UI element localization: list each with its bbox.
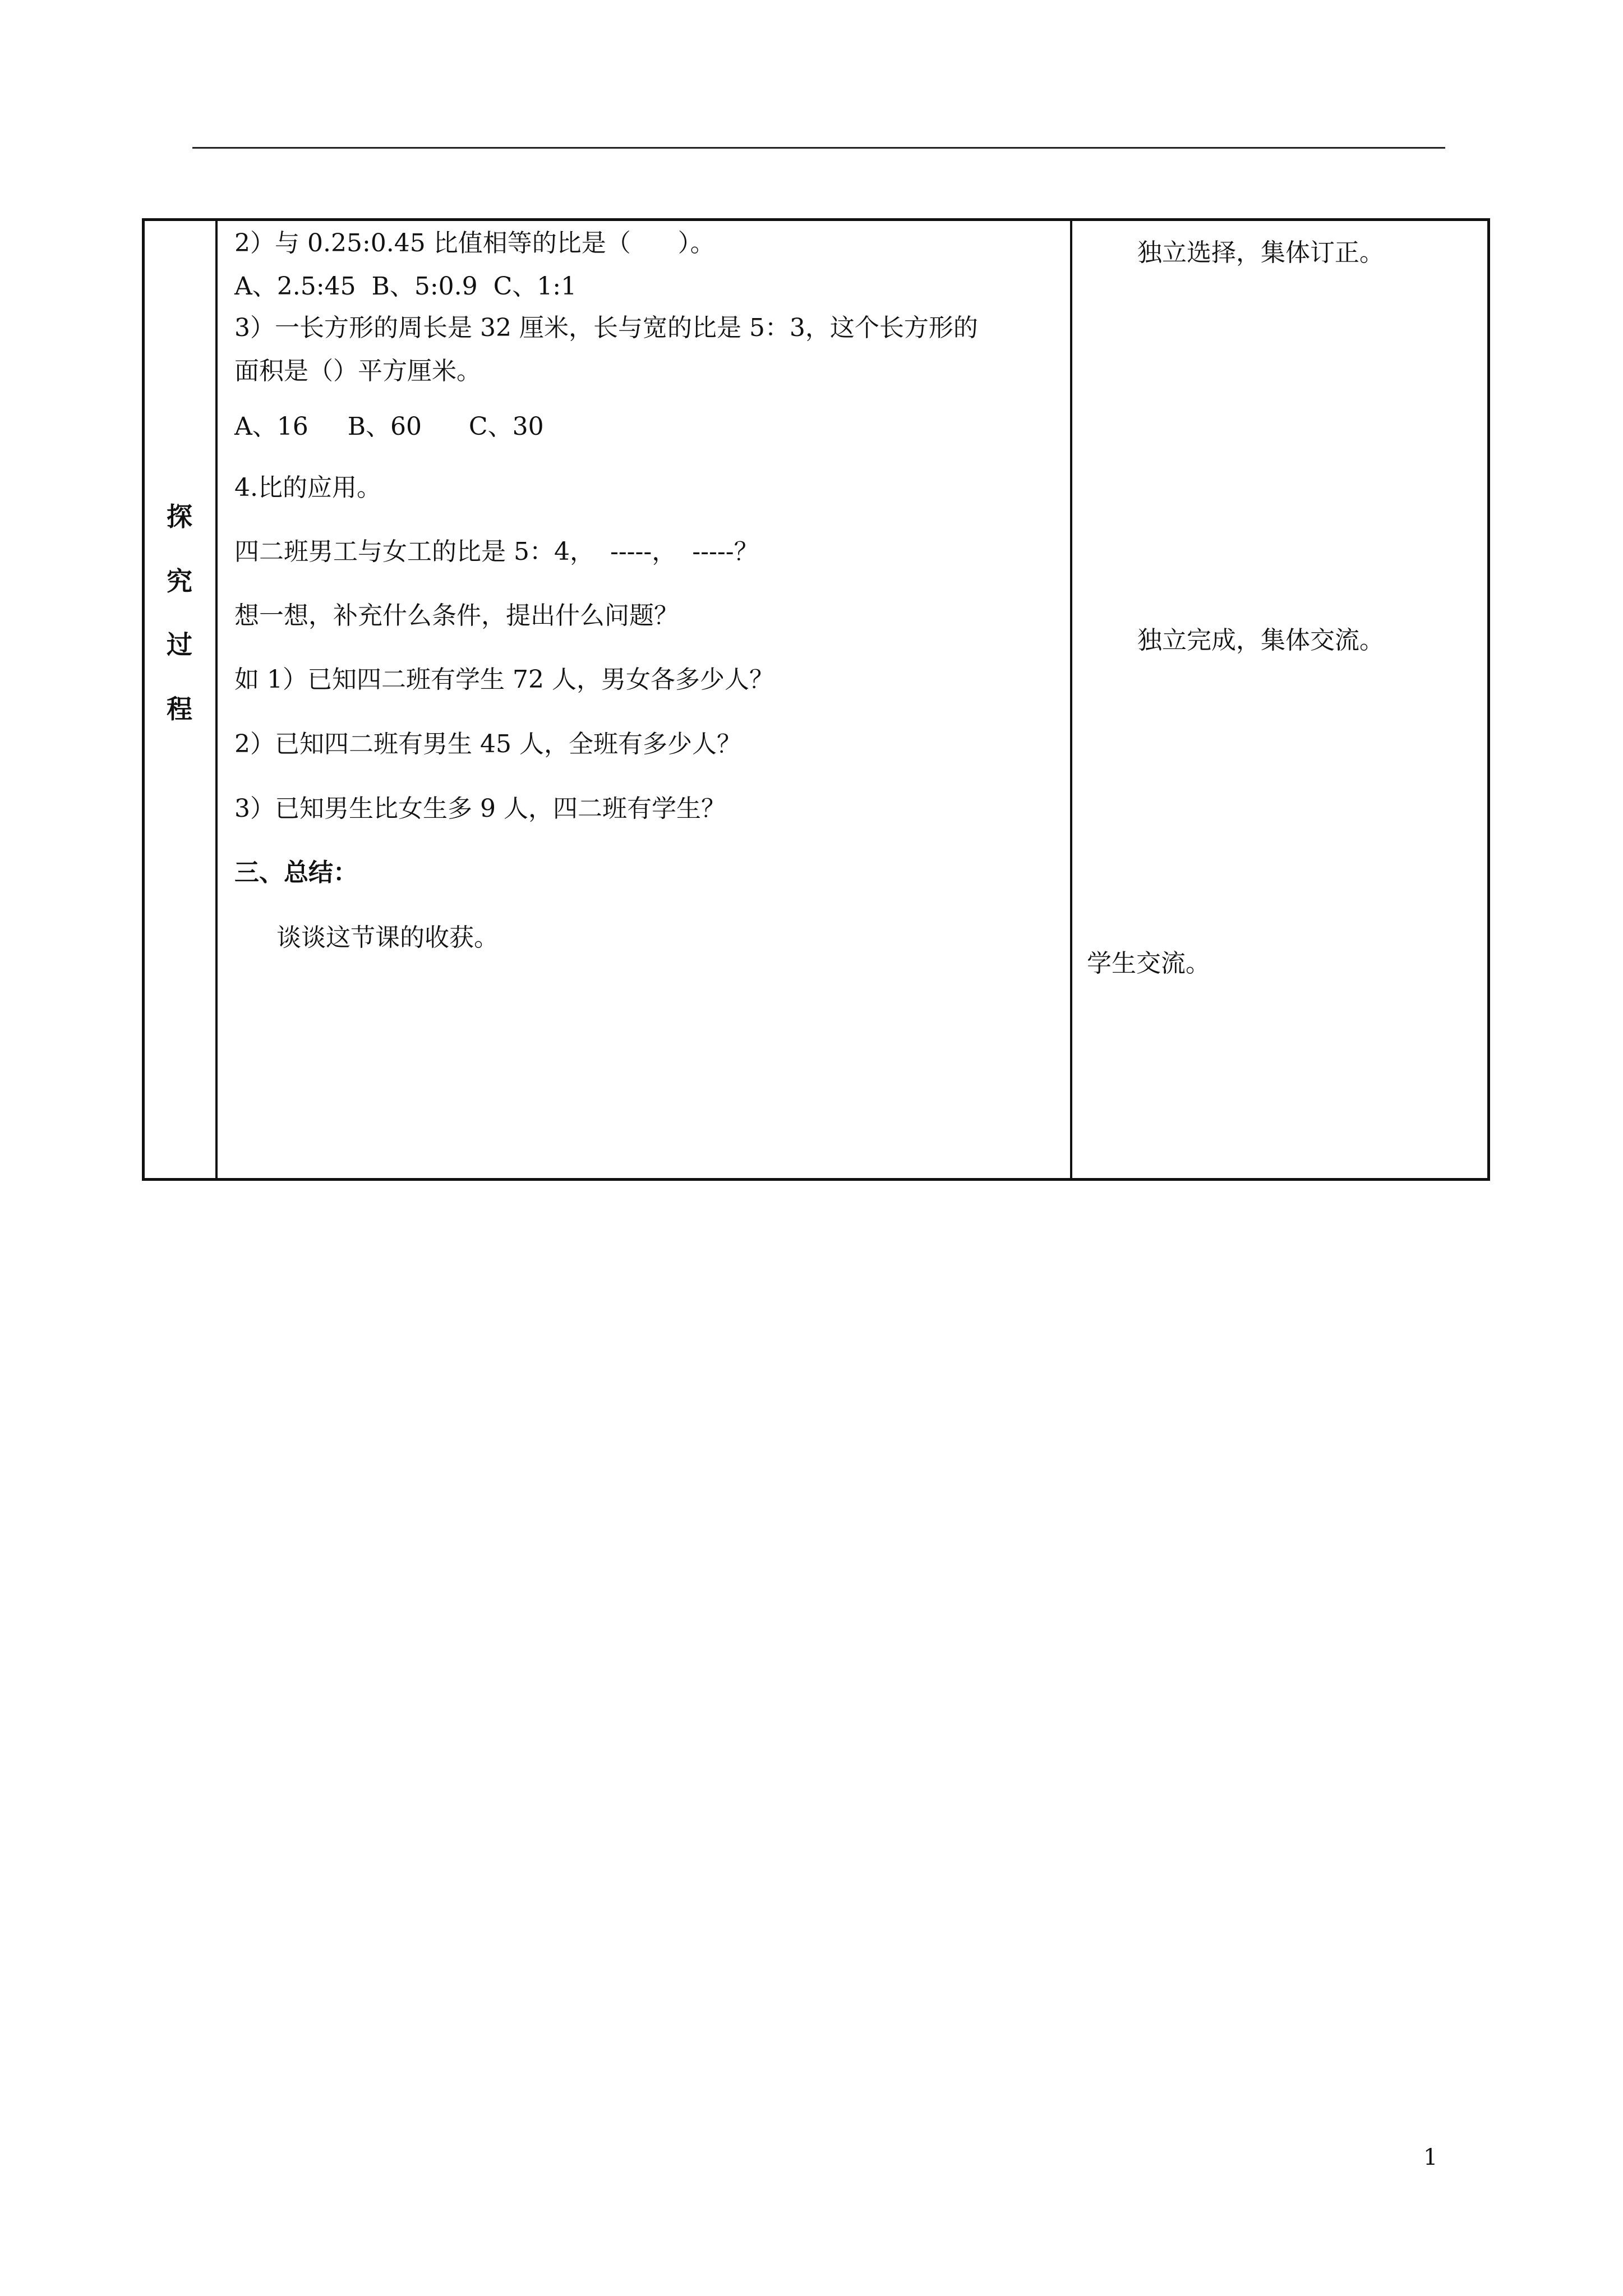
question-3-prompt: 3）一长方形的周长是 32 厘米，长与宽的比是 5：3，这个长方形的 — [234, 314, 978, 342]
section-label-char: 探 — [167, 501, 192, 532]
header-rule — [192, 147, 1445, 149]
note-student-exchange: 学生交流。 — [1087, 949, 1210, 978]
question-2-prompt: 2）与 0.25:0.45 比值相等的比是（ ）。 — [234, 229, 715, 257]
column-divider-label — [215, 218, 218, 1181]
column-divider-notes — [1070, 218, 1072, 1181]
section-heading-application: 4.比的应用。 — [234, 473, 381, 502]
question-3-options: A、16 B、60 C、30 — [234, 412, 544, 441]
question-3-prompt-cont: 面积是（）平方厘米。 — [234, 357, 481, 385]
page-number: 1 — [1423, 2145, 1438, 2170]
summary-heading: 三、总结： — [234, 858, 358, 887]
example-2: 2）已知四二班有男生 45 人，全班有多少人？ — [234, 730, 741, 758]
note-independent-choice: 独立选择，集体订正。 — [1137, 238, 1384, 267]
question-2-options: A、2.5:45 B、5:0.9 C、1:1 — [234, 272, 577, 301]
section-label-char: 究 — [167, 566, 192, 596]
application-statement: 四二班男工与女工的比是 5：4， -----， -----？ — [234, 537, 759, 566]
section-label-char: 程 — [167, 694, 192, 724]
example-3: 3）已知男生比女生多 9 人，四二班有学生？ — [234, 794, 726, 823]
section-label-char: 过 — [167, 629, 192, 660]
example-1: 如 1）已知四二班有学生 72 人，男女各多少人？ — [234, 665, 774, 694]
note-independent-completion: 独立完成，集体交流。 — [1137, 626, 1384, 655]
summary-text: 谈谈这节课的收获。 — [276, 923, 499, 952]
application-prompt: 想一想，补充什么条件，提出什么问题？ — [234, 601, 679, 630]
